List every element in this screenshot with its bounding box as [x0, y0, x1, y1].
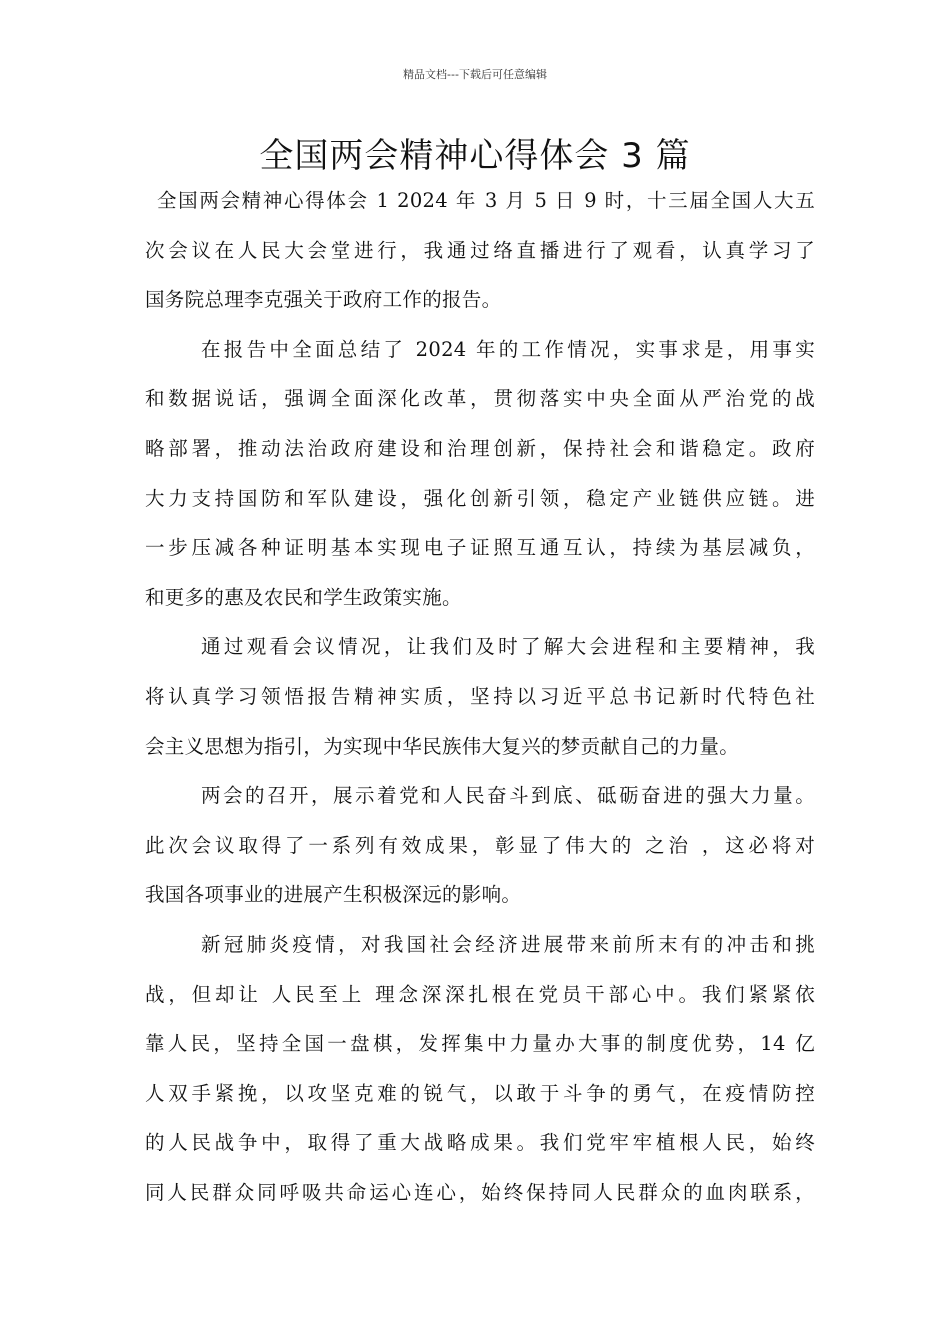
paragraph-1-line-3: 国务院总理李克强关于政府工作的报告。	[145, 288, 502, 312]
paragraph-3-line-1: 通过观看会议情况，让我们及时了解大会进程和主要精神，我	[201, 635, 815, 659]
paragraph-5-line-3: 靠人民，坚持全国一盘棋，发挥集中力量办大事的制度优势，14 亿	[145, 1032, 815, 1056]
paragraph-5-line-4: 人双手紧挽，以攻坚克难的锐气，以敢于斗争的勇气，在疫情防控	[145, 1081, 815, 1105]
paragraph-2-line-6: 和更多的惠及农民和学生政策实施。	[145, 585, 462, 609]
paragraph-2-line-3: 略部署，推动法治政府建设和治理创新，保持社会和谐稳定。政府	[145, 436, 815, 460]
paragraph-4-line-3: 我国各项事业的进展产生积极深远的影响。	[145, 883, 522, 907]
paragraph-3-line-2: 将认真学习领悟报告精神实质，坚持以习近平总书记新时代特色社	[145, 684, 815, 708]
paragraph-5-line-6: 同人民群众同呼吸共命运心连心，始终保持同人民群众的血肉联系，	[145, 1180, 815, 1204]
header-note: 精品文档---下载后可任意编辑	[403, 68, 547, 81]
paragraph-1-line-2: 次会议在人民大会堂进行，我通过络直播进行了观看，认真学习了	[145, 238, 815, 262]
paragraph-5-line-2: 战，但却让 人民至上 理念深深扎根在党员干部心中。我们紧紧依	[145, 982, 815, 1006]
paragraph-2-line-2: 和数据说话，强调全面深化改革，贯彻落实中央全面从严治党的战	[145, 387, 815, 411]
paragraph-4-line-2: 此次会议取得了一系列有效成果，彰显了伟大的 之治 ，这必将对	[145, 833, 815, 857]
paragraph-2-line-4: 大力支持国防和军队建设，强化创新引领，稳定产业链供应链。进	[145, 486, 815, 510]
paragraph-2-line-5: 一步压减各种证明基本实现电子证照互通互认，持续为基层减负，	[145, 536, 815, 560]
document-title: 全国两会精神心得体会 3 篇	[259, 136, 691, 176]
paragraph-5-line-1: 新冠肺炎疫情，对我国社会经济进展带来前所末有的冲击和挑	[201, 932, 815, 956]
paragraph-3-line-3: 会主义思想为指引，为实现中华民族伟大复兴的梦贡献自己的力量。	[145, 734, 740, 758]
paragraph-2-line-1: 在报告中全面总结了 2024 年的工作情况，实事求是，用事实	[201, 337, 815, 361]
paragraph-1-line-1: 全国两会精神心得体会 1 2024 年 3 月 5 日 9 时，十三届全国人大五	[157, 189, 815, 212]
document-body	[145, 185, 815, 1226]
paragraph-5-line-5: 的人民战争中，取得了重大战略成果。我们党牢牢植根人民，始终	[145, 1131, 815, 1155]
paragraph-4-line-1: 两会的召开，展示着党和人民奋斗到底、砥砺奋进的强大力量。	[201, 784, 815, 808]
